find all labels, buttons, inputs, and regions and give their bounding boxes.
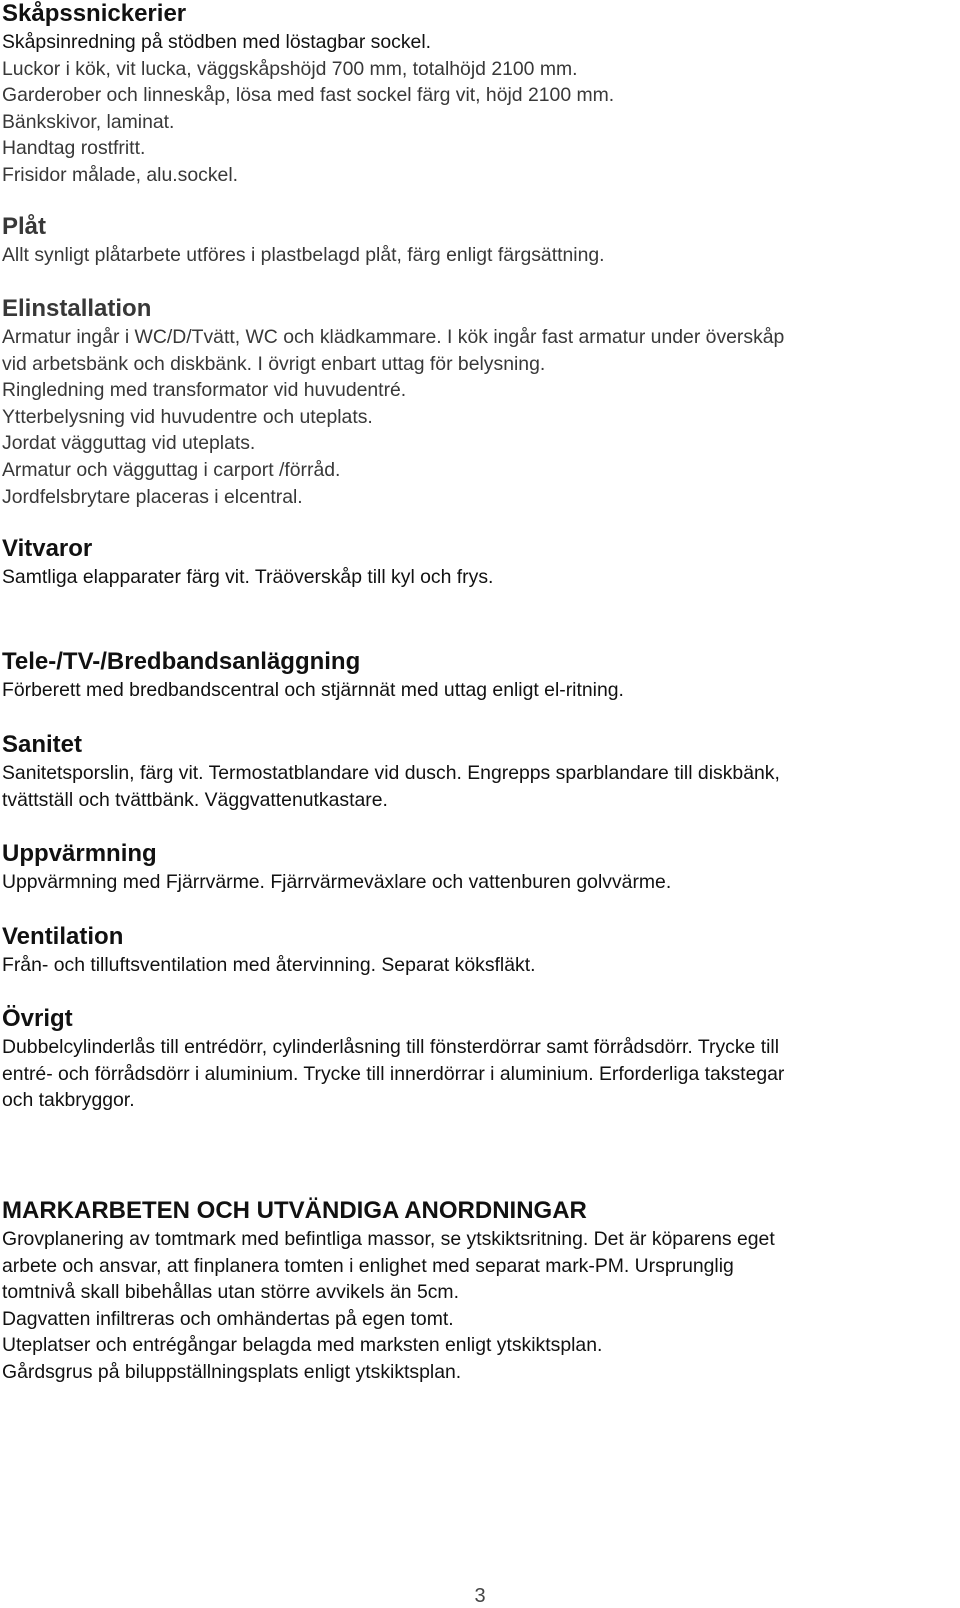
- section-plat: [2, 213, 952, 269]
- body-line: Ringledning med transformator vid huvudentré.: [2, 379, 407, 402]
- page-number: 3: [474, 1585, 486, 1607]
- body-line: Frisidor målade, alu.sockel.: [2, 163, 239, 186]
- body-line: vid arbetsbänk och diskbänk. I övrigt enbart uttag för belysning.: [2, 352, 546, 375]
- section-body: [2, 760, 952, 813]
- section-body: [2, 952, 952, 979]
- body-line: Från- och tilluftsventilation med återvinning. Separat köksfläkt.: [2, 954, 536, 976]
- section-markarbeten: [2, 1197, 952, 1386]
- body-line: Uteplatser och entrégångar belagda med marksten enligt ytskiktsplan.: [2, 1334, 603, 1357]
- section-body: [2, 564, 952, 591]
- body-line: Jordfelsbrytare placeras i elcentral.: [2, 485, 303, 508]
- section-body: [2, 29, 952, 189]
- section-skapssnickerier: [2, 0, 952, 189]
- section-elinstallation: [2, 295, 952, 510]
- section-heading: Sanitet: [2, 731, 83, 758]
- section-tele: [2, 648, 952, 704]
- section-ventilation: [2, 923, 952, 979]
- section-sanitet: [2, 731, 952, 813]
- body-line: Jordat vägguttag vid uteplats.: [2, 432, 256, 455]
- body-line: Dubbelcylinderlås till entrédörr, cylinderlåsning till fönsterdörrar samt förrådsdörr. Trycke till: [2, 1036, 780, 1058]
- body-line: Ytterbelysning vid huvudentre och uteplats.: [2, 405, 373, 428]
- section-heading: Ventilation: [2, 923, 124, 950]
- body-line: Uppvärmning med Fjärrvärme. Fjärrvärmeväxlare och vattenburen golvvärme.: [2, 871, 672, 893]
- section-heading: MARKARBETEN OCH UTVÄNDIGA ANORDNINGAR: [2, 1197, 587, 1224]
- section-body: [2, 677, 952, 704]
- body-line: Sanitetsporslin, färg vit. Termostatblandare vid dusch. Engrepps sparblandare till diskbänk,: [2, 762, 780, 784]
- section-vitvaror: [2, 535, 952, 591]
- body-line: Grovplanering av tomtmark med befintliga massor, se ytskiktsritning. Det är köparens eget: [2, 1228, 775, 1250]
- section-ovrigt: [2, 1005, 952, 1114]
- body-line: tvättställ och tvättbänk. Väggvattenutkastare.: [2, 788, 388, 811]
- section-heading: Uppvärmning: [2, 840, 157, 867]
- body-line: Bänkskivor, laminat.: [2, 110, 175, 133]
- body-line: Armatur och vägguttag i carport /förråd.: [2, 458, 341, 481]
- section-heading: Övrigt: [2, 1005, 73, 1032]
- body-line: och takbryggor.: [2, 1089, 135, 1112]
- section-body: [2, 324, 952, 510]
- section-heading: Vitvaror: [2, 535, 93, 562]
- body-line: Skåpsinredning på stödben med löstagbar sockel.: [2, 31, 432, 53]
- section-body: [2, 869, 952, 896]
- section-body: [2, 1226, 952, 1386]
- body-line: Armatur ingår i WC/D/Tvätt, WC och klädkammare. I kök ingår fast armatur under överskåp: [2, 326, 785, 348]
- section-body: [2, 242, 952, 269]
- body-line: Garderober och linneskåp, lösa med fast sockel färg vit, höjd 2100 mm.: [2, 84, 615, 107]
- section-heading: Skåpssnickerier: [2, 0, 187, 27]
- body-line: Dagvatten infiltreras och omhändertas på egen tomt.: [2, 1307, 454, 1330]
- section-heading: Elinstallation: [2, 295, 152, 322]
- body-line: Gårdsgrus på biluppställningsplats enligt ytskiktsplan.: [2, 1360, 462, 1383]
- body-line: entré- och förrådsdörr i aluminium. Trycke till innerdörrar i aluminium. Erforderliga takstegar: [2, 1062, 785, 1085]
- section-uppvarmning: [2, 840, 952, 896]
- body-line: arbete och ansvar, att finplanera tomten i enlighet med separat mark-PM. Ursprunglig: [2, 1254, 734, 1277]
- section-heading: Plåt: [2, 213, 47, 240]
- body-line: Samtliga elapparater färg vit. Träöverskåp till kyl och frys.: [2, 566, 494, 588]
- body-line: Förberett med bredbandscentral och stjärnnät med uttag enligt el-ritning.: [2, 679, 624, 701]
- body-line: Luckor i kök, vit lucka, väggskåpshöjd 700 mm, totalhöjd 2100 mm.: [2, 57, 578, 80]
- section-heading: Tele-/TV-/Bredbandsanläggning: [2, 648, 361, 675]
- body-line: Allt synligt plåtarbete utföres i plastbelagd plåt, färg enligt färgsättning.: [2, 244, 605, 266]
- body-line: tomtnivå skall bibehållas utan större avvikels än 5cm.: [2, 1281, 459, 1304]
- body-line: Handtag rostfritt.: [2, 137, 146, 160]
- section-body: [2, 1034, 952, 1114]
